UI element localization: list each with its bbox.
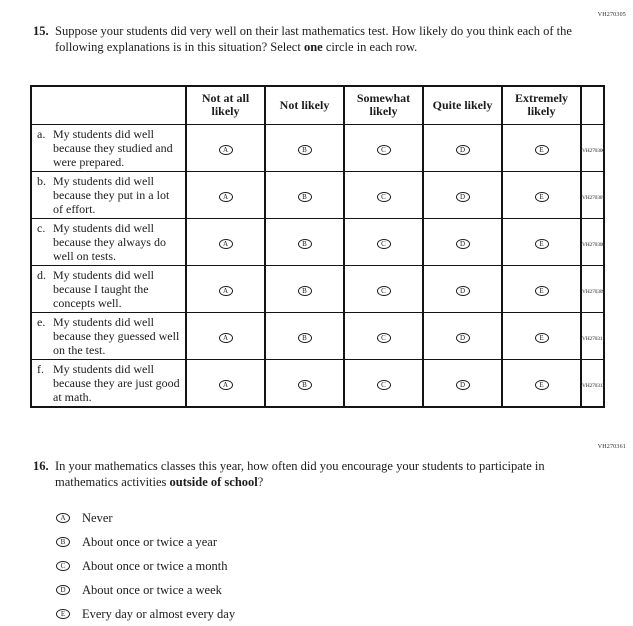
question-16-options <box>56 506 456 626</box>
answer-bubble-c-C[interactable]: C <box>377 239 391 249</box>
cell-c-extremely <box>502 218 581 265</box>
answer-bubble-b-E[interactable]: E <box>535 192 549 202</box>
cell-f-somewhat <box>344 359 423 407</box>
answer-bubble-f-A[interactable]: A <box>219 380 233 390</box>
row-code-a <box>581 124 604 171</box>
answer-bubble-a-E[interactable]: E <box>535 145 549 155</box>
item-text: My students did well because they studied and were prepared. <box>53 126 173 169</box>
option-label: About once or twice a month <box>82 558 228 573</box>
item-text: My students did well because they put in a lot of effort. <box>53 173 170 216</box>
answer-bubble-f-D[interactable]: D <box>456 380 470 390</box>
item-letter: a. <box>37 126 46 141</box>
answer-bubble-16-A[interactable]: A <box>56 513 70 523</box>
option-every-day[interactable] <box>56 602 456 626</box>
form-code: VH270308 <box>582 241 605 248</box>
option-once-twice-month[interactable] <box>56 554 456 578</box>
item-text: My students did well because they guessed well on the test. <box>53 314 180 357</box>
cell-a-not-at-all <box>186 124 265 171</box>
answer-bubble-b-A[interactable]: A <box>219 192 233 202</box>
cell-c-quite <box>423 218 502 265</box>
answer-bubble-d-E[interactable]: E <box>535 286 549 296</box>
answer-bubble-e-E[interactable]: E <box>535 333 549 343</box>
answer-bubble-f-B[interactable]: B <box>298 380 312 390</box>
answer-bubble-16-B[interactable]: B <box>56 537 70 547</box>
cell-e-not-likely <box>265 312 344 359</box>
question-15-text-bold: one <box>303 39 323 54</box>
option-label: Every day or almost every day <box>82 606 236 621</box>
option-label: About once or twice a year <box>82 534 218 549</box>
cell-a-not-likely <box>265 124 344 171</box>
option-once-twice-year[interactable] <box>56 530 456 554</box>
answer-bubble-e-C[interactable]: C <box>377 333 391 343</box>
answer-bubble-b-D[interactable]: D <box>456 192 470 202</box>
table-row-a <box>31 124 604 171</box>
cell-f-not-at-all <box>186 359 265 407</box>
form-code-q15: VH270305 <box>597 12 626 18</box>
cell-e-extremely <box>502 312 581 359</box>
item-letter: c. <box>37 220 46 235</box>
table-row-d <box>31 265 604 312</box>
row-label-a <box>31 124 186 171</box>
table-row-e <box>31 312 604 359</box>
cell-d-quite <box>423 265 502 312</box>
cell-e-not-at-all <box>186 312 265 359</box>
row-label-c <box>31 218 186 265</box>
column-header-not-at-all-likely: Not at all likely <box>186 86 265 124</box>
item-letter: e. <box>37 314 46 329</box>
question-15-number: 15. <box>33 24 49 38</box>
cell-b-somewhat <box>344 171 423 218</box>
cell-e-quite <box>423 312 502 359</box>
answer-bubble-e-D[interactable]: D <box>456 333 470 343</box>
cell-b-quite <box>423 171 502 218</box>
answer-bubble-b-C[interactable]: C <box>377 192 391 202</box>
item-text: My students did well because they always do well on tests. <box>53 220 166 263</box>
answer-bubble-16-D[interactable]: D <box>56 585 70 595</box>
answer-bubble-e-A[interactable]: A <box>219 333 233 343</box>
question-16-text-pre: In your mathematics classes this year, how often did you encourage your students to participate in mathematics activities <box>55 459 545 489</box>
cell-c-somewhat <box>344 218 423 265</box>
item-text: My students did well because they are just good at math. <box>53 361 180 404</box>
answer-bubble-c-A[interactable]: A <box>219 239 233 249</box>
cell-f-not-likely <box>265 359 344 407</box>
form-code: VH270306 <box>582 147 605 154</box>
column-header-extremely-likely: Extremely likely <box>502 86 581 124</box>
cell-d-not-likely <box>265 265 344 312</box>
form-code: VH270313 <box>582 382 605 389</box>
question-15-text <box>55 24 573 55</box>
cell-a-quite <box>423 124 502 171</box>
item-letter: d. <box>37 267 46 282</box>
form-code-q16: VH270361 <box>597 444 626 450</box>
answer-bubble-d-B[interactable]: B <box>298 286 312 296</box>
row-code-c <box>581 218 604 265</box>
question-16-text-bold: outside of school <box>169 474 258 489</box>
answer-bubble-f-E[interactable]: E <box>535 380 549 390</box>
cell-d-not-at-all <box>186 265 265 312</box>
cell-b-not-at-all <box>186 171 265 218</box>
column-header-not-likely: Not likely <box>265 86 344 124</box>
answer-bubble-b-B[interactable]: B <box>298 192 312 202</box>
code-column-header <box>581 86 604 124</box>
cell-f-extremely <box>502 359 581 407</box>
answer-bubble-f-C[interactable]: C <box>377 380 391 390</box>
table-row-b <box>31 171 604 218</box>
corner-cell <box>31 86 186 124</box>
table-row-f <box>31 359 604 407</box>
cell-a-extremely <box>502 124 581 171</box>
cell-a-somewhat <box>344 124 423 171</box>
option-label: Never <box>82 510 113 525</box>
row-label-d <box>31 265 186 312</box>
form-code: VH270309 <box>582 288 605 295</box>
answer-bubble-e-B[interactable]: B <box>298 333 312 343</box>
answer-bubble-d-C[interactable]: C <box>377 286 391 296</box>
cell-f-quite <box>423 359 502 407</box>
question-15 <box>33 24 573 55</box>
column-header-quite-likely: Quite likely <box>423 86 502 124</box>
likert-table <box>30 85 605 408</box>
question-16 <box>33 459 578 490</box>
row-code-e <box>581 312 604 359</box>
cell-e-somewhat <box>344 312 423 359</box>
row-label-b <box>31 171 186 218</box>
row-code-f <box>581 359 604 407</box>
answer-bubble-a-A[interactable]: A <box>219 145 233 155</box>
item-letter: f. <box>37 361 44 376</box>
answer-bubble-16-C[interactable]: C <box>56 561 70 571</box>
form-code: VH270307 <box>582 194 605 201</box>
item-letter: b. <box>37 173 46 188</box>
answer-bubble-c-D[interactable]: D <box>456 239 470 249</box>
answer-bubble-16-E[interactable]: E <box>56 609 70 619</box>
form-code: VH270311 <box>582 335 605 342</box>
answer-bubble-d-D[interactable]: D <box>456 286 470 296</box>
row-label-f <box>31 359 186 407</box>
column-header-somewhat-likely: Somewhat likely <box>344 86 423 124</box>
question-16-number: 16. <box>33 459 49 473</box>
question-15-text-pre: Suppose your students did very well on their last mathematics test. How likely do you think each of the following explanations is in this situation? Select <box>55 24 572 54</box>
row-code-d <box>581 265 604 312</box>
question-16-text <box>55 459 578 490</box>
answer-bubble-a-B[interactable]: B <box>298 145 312 155</box>
answer-bubble-a-C[interactable]: C <box>377 145 391 155</box>
cell-d-somewhat <box>344 265 423 312</box>
cell-d-extremely <box>502 265 581 312</box>
option-never[interactable] <box>56 506 456 530</box>
answer-bubble-c-B[interactable]: B <box>298 239 312 249</box>
answer-bubble-a-D[interactable]: D <box>456 145 470 155</box>
row-label-e <box>31 312 186 359</box>
cell-c-not-likely <box>265 218 344 265</box>
row-code-b <box>581 171 604 218</box>
item-text: My students did well because I taught the concepts well. <box>53 267 154 310</box>
table-header-row <box>31 86 604 124</box>
question-16-text-post: ? <box>257 474 264 489</box>
cell-c-not-at-all <box>186 218 265 265</box>
option-once-twice-week[interactable] <box>56 578 456 602</box>
answer-bubble-d-A[interactable]: A <box>219 286 233 296</box>
table-row-c <box>31 218 604 265</box>
cell-b-not-likely <box>265 171 344 218</box>
question-15-text-post: circle in each row. <box>322 39 418 54</box>
option-label: About once or twice a week <box>82 582 222 597</box>
cell-b-extremely <box>502 171 581 218</box>
answer-bubble-c-E[interactable]: E <box>535 239 549 249</box>
